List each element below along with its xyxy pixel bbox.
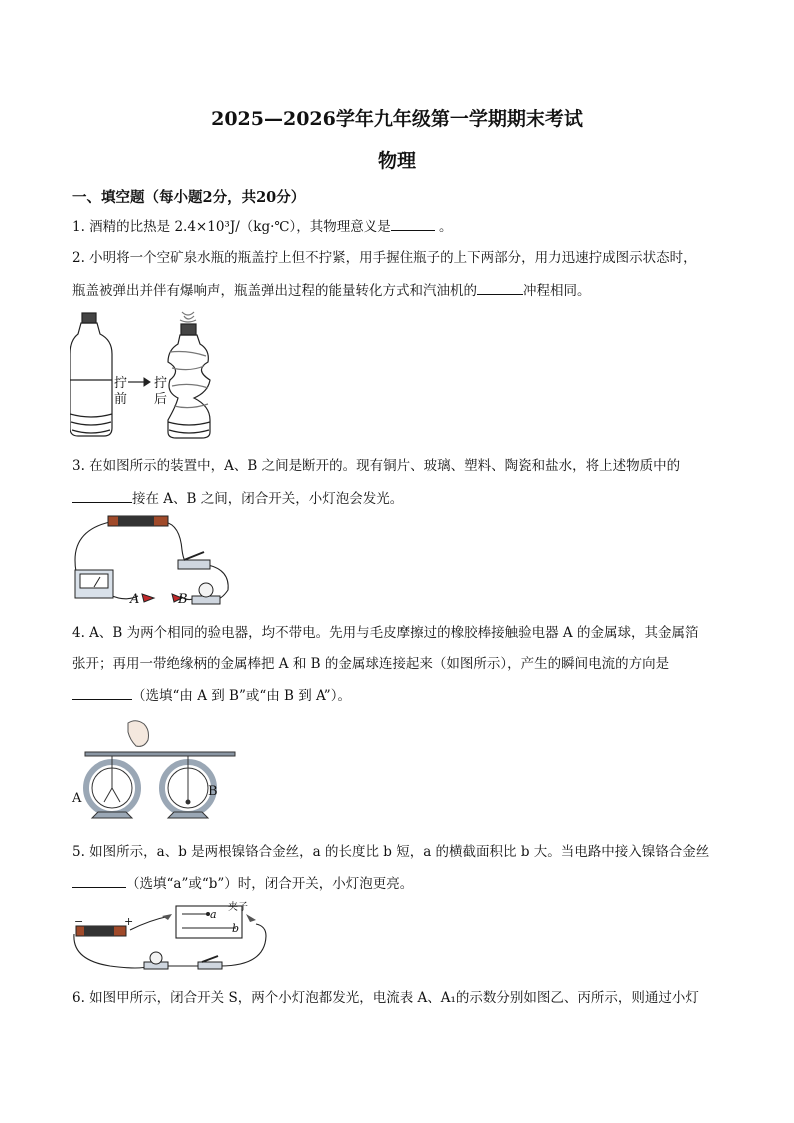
question-4-line-3	[72, 686, 351, 705]
metal-rod-icon	[85, 752, 235, 756]
ammeter-icon	[75, 570, 113, 598]
question-1	[72, 217, 453, 236]
circuit-figure-q3	[70, 510, 240, 610]
question-5-text: （选填“a”或“b”）时，闭合开关，小灯泡更亮。	[126, 876, 414, 892]
question-2-line-1: 2. 小明将一个空矿泉水瓶的瓶盖拧上但不拧紧，用手握住瓶子的上下两部分，用力迅速拧成图示状态时，	[72, 250, 697, 266]
arrow-icon	[128, 378, 150, 386]
question-1-text: 1. 酒精的比热是 2.4×10³J/（kg·℃），其物理意义是	[72, 219, 391, 235]
hand-icon	[128, 721, 149, 747]
exam-title: 2025—2026学年九年级第一学期期末考试	[211, 108, 583, 130]
label-plus: +	[124, 915, 134, 928]
bulb-icon	[192, 583, 220, 604]
answer-blank[interactable]	[391, 217, 435, 231]
electroscope-b-icon	[162, 756, 214, 818]
label-minus: −	[74, 915, 84, 928]
electroscope-a-icon	[86, 756, 138, 818]
label-b: B	[208, 784, 218, 799]
bottle-figure	[70, 310, 220, 445]
label-after-1: 拧	[154, 376, 168, 391]
electroscope-figure	[70, 718, 240, 833]
label-before-2: 前	[114, 392, 128, 407]
question-5-line-1: 5. 如图所示，a、b 是两根镍铬合金丝，a 的长度比 b 短，a 的横截面积比 b 大。当电路中接入镍铬合金丝	[72, 844, 710, 860]
label-wire-a: a	[210, 908, 217, 921]
question-4-line-1: 4. A、B 为两个相同的验电器，均不带电。先用与毛皮摩擦过的橡胶棒接触验电器 A 的金属球，其金属箔	[72, 625, 699, 641]
switch-icon	[198, 956, 222, 969]
answer-blank[interactable]	[477, 281, 523, 295]
label-b: B	[178, 592, 188, 607]
question-5-line-2	[72, 874, 413, 893]
question-4-text: （选填“由 A 到 B”或“由 B 到 A”）。	[132, 688, 351, 704]
label-wire-b: b	[232, 922, 240, 935]
question-3-text: 接在 A、B 之间，闭合开关，小灯泡会发光。	[132, 491, 404, 507]
bottle-before-icon	[70, 313, 112, 436]
answer-blank[interactable]	[72, 874, 126, 888]
bulb-icon	[144, 952, 168, 969]
question-4-line-2: 张开；再用一带绝缘柄的金属棒把 A 和 B 的金属球连接起来（如图所示），产生的瞬间电流的方向是	[72, 656, 670, 672]
answer-blank[interactable]	[72, 686, 132, 700]
battery-icon	[76, 926, 126, 936]
circuit-figure-q5	[70, 900, 280, 980]
section-heading: 一、填空题（每小题2分，共20分）	[72, 189, 306, 206]
question-2-text: 瓶盖被弹出并伴有爆响声，瓶盖弹出过程的能量转化方式和汽油机的	[72, 283, 477, 299]
label-before-1: 拧	[114, 376, 128, 391]
question-3-line-2	[72, 489, 403, 508]
bottle-after-icon	[168, 312, 210, 438]
question-6-line-1: 6. 如图甲所示，闭合开关 S，两个小灯泡都发光，电流表 A、A₁的示数分别如图乙、丙所示，则通过小灯	[72, 990, 699, 1006]
question-1-end: 。	[434, 219, 453, 235]
answer-blank[interactable]	[72, 489, 132, 503]
label-a: A	[72, 791, 82, 806]
clip-icon	[142, 594, 182, 602]
label-after-2: 后	[154, 392, 168, 407]
label-a: A	[130, 592, 140, 607]
label-clip: 夹子	[228, 902, 248, 913]
question-2-end: 冲程相同。	[523, 283, 591, 299]
subject-title: 物理	[377, 150, 416, 172]
battery-icon	[108, 516, 168, 526]
question-2-line-2	[72, 281, 591, 300]
question-3-line-1: 3. 在如图所示的装置中，A、B 之间是断开的。现有铜片、玻璃、塑料、陶瓷和盐水，将上述物质中的	[72, 458, 681, 474]
